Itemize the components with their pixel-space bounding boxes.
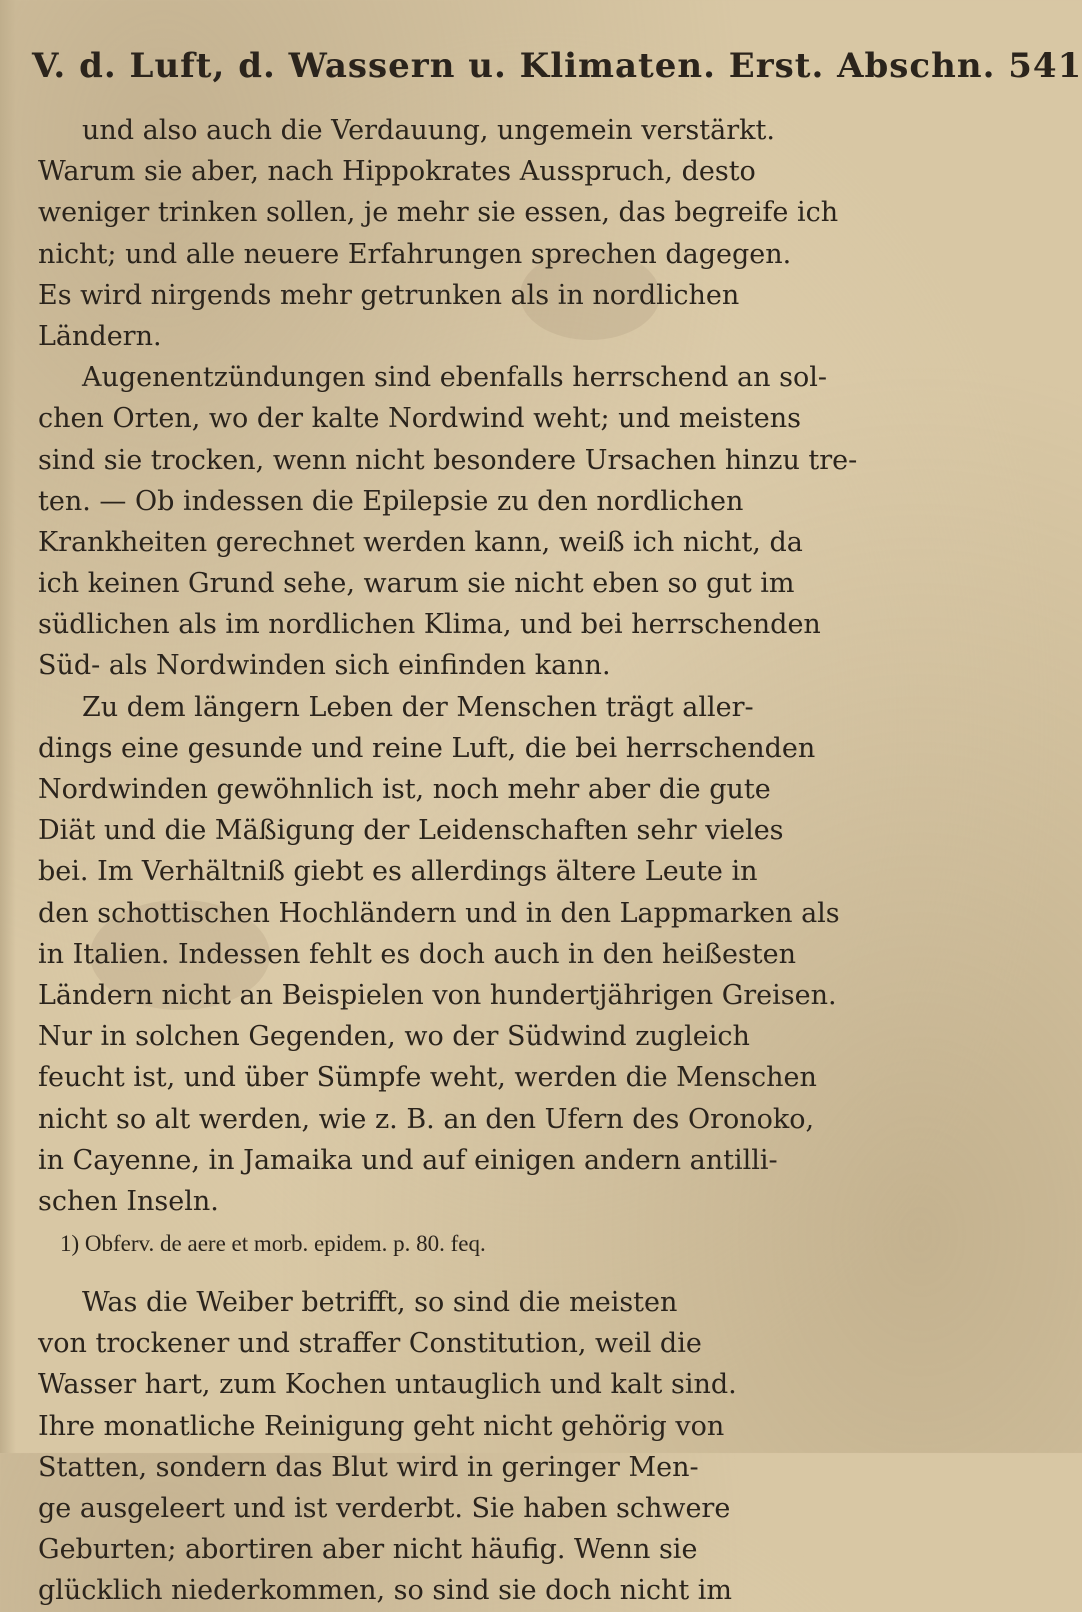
text-line: nicht so alt werden, wie z. B. an den Ufern des Oronoko, — [38, 1103, 815, 1135]
text-line: sind sie trocken, wenn nicht besondere Ursachen hinzu tre- — [38, 444, 858, 476]
paragraph — [38, 687, 840, 1222]
text-line: nicht; und alle neuere Erfahrungen sprechen dagegen. — [38, 238, 792, 270]
paragraph — [38, 357, 858, 687]
running-header: V. d. Luft, d. Wassern u. Klimaten. Erst. Abschn. 541 — [32, 46, 1082, 86]
paragraph — [38, 1282, 758, 1612]
text-line: schen Inseln. — [38, 1185, 219, 1217]
body-text — [38, 110, 858, 1612]
text-line: in Cayenne, in Jamaika und auf einigen andern antilli- — [38, 1144, 778, 1176]
text-line: Nur in solchen Gegenden, wo der Südwind zugleich — [38, 1021, 750, 1053]
text-line: Statten, sondern das Blut wird in geringer Men- — [38, 1451, 699, 1483]
text-line: Ihre monatliche Reinigung geht nicht gehörig von — [38, 1410, 725, 1442]
section-gap — [38, 1266, 758, 1282]
text-line: in Italien. Indessen fehlt es doch auch in den heißesten — [38, 938, 796, 970]
text-line: Warum sie aber, nach Hippokrates Ausspruch, desto — [38, 156, 756, 188]
footnote: 1) Obferv. de aere et morb. epidem. p. 80. feq. — [60, 1231, 486, 1257]
text-line: den schottischen Hochländern und in den Lappmarken als — [38, 897, 840, 929]
text-line: Krankheiten gerechnet werden kann, weiß ich nicht, da — [38, 526, 803, 558]
text-line: Es wird nirgends mehr getrunken als in nordlichen — [38, 279, 740, 311]
text-line: Wasser hart, zum Kochen untauglich und kalt sind. — [38, 1369, 737, 1401]
paragraph — [38, 110, 839, 357]
text-line: und also auch die Verdauung, ungemein verstärkt. — [82, 115, 775, 146]
text-line: feucht ist, und über Sümpfe weht, werden die Menschen — [38, 1062, 817, 1094]
page-edge-shadow — [0, 0, 16, 1453]
text-line: dings eine gesunde und reine Luft, die bei herrschenden — [38, 732, 816, 764]
text-line: weniger trinken sollen, je mehr sie essen, das begreife ich — [38, 197, 839, 229]
text-line: Was die Weiber betrifft, so sind die meisten — [82, 1287, 678, 1319]
text-line: Ländern nicht an Beispielen von hundertjährigen Greisen. — [38, 979, 837, 1011]
text-line: ten. — Ob indessen die Epilepsie zu den nordlichen — [38, 485, 744, 517]
text-line: chen Orten, wo der kalte Nordwind weht; und meistens — [38, 403, 801, 435]
text-line: ich keinen Grund sehe, warum sie nicht eben so gut im — [38, 568, 795, 600]
text-line: Geburten; abortiren aber nicht häufig. Wenn sie — [38, 1534, 698, 1566]
text-line: von trockener und straffer Constitution, weil die — [38, 1328, 702, 1360]
text-line: bei. Im Verhältniß giebt es allerdings ältere Leute in — [38, 856, 758, 888]
text-line: Süd- als Nordwinden sich einfinden kann. — [38, 650, 611, 682]
text-line: glücklich niederkommen, so sind sie doch nicht im — [38, 1575, 733, 1607]
text-line: Augenentzündungen sind ebenfalls herrschend an sol- — [82, 362, 827, 394]
text-line: ge ausgeleert und ist verderbt. Sie haben schwere — [38, 1493, 731, 1524]
text-line: Nordwinden gewöhnlich ist, noch mehr aber die gute — [38, 774, 771, 805]
text-line: Diät und die Mäßigung der Leidenschaften sehr vieles — [38, 815, 784, 847]
text-line: Ländern. — [38, 320, 162, 352]
text-line: südlichen als im nordlichen Klima, und bei herrschenden — [38, 609, 821, 641]
text-line: Zu dem längern Leben der Menschen trägt aller- — [82, 691, 754, 723]
